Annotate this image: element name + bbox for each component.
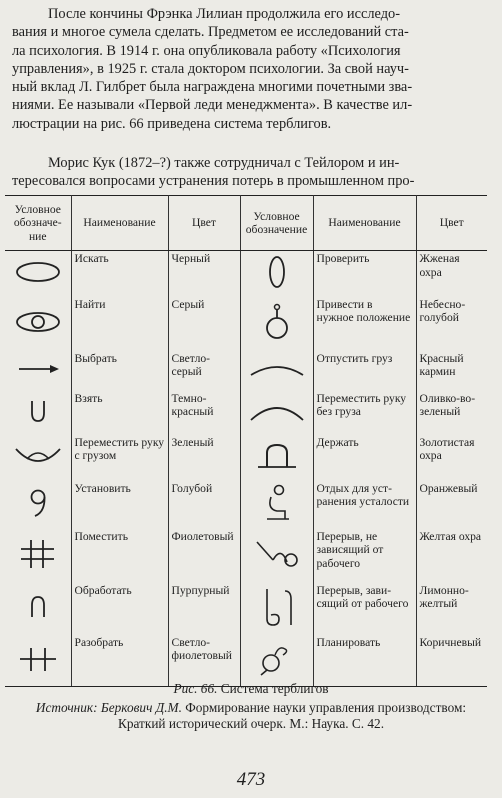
text-line: вания и многое сумела сделать. Предметом ее исследований ста-	[12, 24, 409, 41]
color-cell: Серый	[168, 297, 240, 351]
color-cell: Желтая охра	[416, 529, 487, 583]
empty-hand-arc-icon	[240, 391, 313, 435]
text-line: управления», в 1925 г. стала доктором психологии. За свой науч-	[12, 60, 409, 77]
source-note	[4, 700, 498, 732]
source-line1: Формирование науки управления производством:	[181, 700, 467, 715]
name-cell: Отпустить груз	[313, 351, 416, 391]
name-cell: Привести в нужное положение	[313, 297, 416, 351]
nine-icon	[5, 481, 71, 529]
paragraph-lilian	[12, 5, 492, 133]
paragraph-cooke	[12, 154, 492, 191]
standing-person-icon	[240, 583, 313, 635]
open-cup-icon	[5, 391, 71, 435]
name-cell: Перерыв, зависящий от рабочего	[313, 583, 416, 635]
page-number: 473	[236, 769, 266, 790]
text-line: После кончины Фрэнка Лилиан продолжила его исследо-	[48, 6, 401, 22]
text-line: тересовался вопросами устранения потерь в промышленном про-	[12, 173, 415, 190]
name-cell: Взять	[71, 391, 168, 435]
caption-label: Рис. 66.	[173, 681, 218, 696]
text-line: ниями. Ее называли «Первой леди менеджмента». В качестве ил-	[12, 97, 413, 114]
color-cell: Красный кармин	[416, 351, 487, 391]
vertical-oval-icon	[240, 251, 313, 297]
name-cell: Искать	[71, 251, 168, 297]
text-line: ла психология. В 1914 г. она опубликовала работу «Психология	[12, 42, 401, 59]
table-header-row	[5, 196, 487, 251]
color-cell: Светло-серый	[168, 351, 240, 391]
source-label: Источник	[35, 700, 94, 715]
table-row	[5, 481, 487, 529]
color-cell: Оранжевый	[416, 481, 487, 529]
name-cell: Обработать	[71, 583, 168, 635]
name-cell: Отдых для устранения усталости	[313, 481, 416, 529]
name-cell: Поместить	[71, 529, 168, 583]
double-cross-icon	[5, 635, 71, 687]
name-cell: Держать	[313, 435, 416, 481]
arrow-icon	[5, 351, 71, 391]
figure-caption	[0, 681, 502, 697]
source-line2: Краткий исторический очерк. М.: Наука. С. 42.	[117, 716, 385, 731]
table-row	[5, 297, 487, 351]
hold-magnet-icon	[240, 435, 313, 481]
text-line: люстрации на рис. 66 приведена система терблигов.	[12, 115, 332, 132]
header-color: Цвет	[416, 196, 487, 251]
header-name: Наименование	[313, 196, 416, 251]
caption-text: Система терблигов	[217, 681, 329, 696]
cap-icon	[5, 583, 71, 635]
name-cell: Переместить руку без груза	[313, 391, 416, 435]
source-author: : Беркович Д.М.	[93, 700, 182, 715]
color-cell: Оливко-во-зеленый	[416, 391, 487, 435]
name-cell: Разобрать	[71, 635, 168, 687]
color-cell: Зеленый	[168, 435, 240, 481]
text-line: Морис Кук (1872–?) также сотрудничал с Тейлором и ин-	[48, 155, 400, 171]
table-row	[5, 583, 487, 635]
loaded-hand-icon	[5, 435, 71, 481]
color-cell: Небесно-голубой	[416, 297, 487, 351]
name-cell: Планировать	[313, 635, 416, 687]
therblig-table	[5, 195, 487, 687]
color-cell: Золотистая охра	[416, 435, 487, 481]
header-symbol: Условное обозначение	[5, 196, 71, 251]
name-cell: Найти	[71, 297, 168, 351]
color-cell: Фиолетовый	[168, 529, 240, 583]
color-cell: Черный	[168, 251, 240, 297]
name-cell: Проверить	[313, 251, 416, 297]
name-cell: Установить	[71, 481, 168, 529]
seated-person-icon	[240, 481, 313, 529]
text-line: ный вклад Л. Гилбрет была награждена многими почетными зва-	[12, 79, 413, 96]
plan-icon	[240, 635, 313, 687]
color-cell: Пурпурный	[168, 583, 240, 635]
oval-icon	[5, 251, 71, 297]
oval-with-circle-icon	[5, 297, 71, 351]
table-row	[5, 529, 487, 583]
table-row	[5, 251, 487, 297]
color-cell: Лимонно-желтый	[416, 583, 487, 635]
dropped-arc-icon	[240, 351, 313, 391]
color-cell: Жженая охра	[416, 251, 487, 297]
lens-icon	[240, 297, 313, 351]
table-row	[5, 391, 487, 435]
name-cell: Выбрать	[71, 351, 168, 391]
name-cell: Перерыв, не зависящий от рабочего	[313, 529, 416, 583]
color-cell: Светло-фиолетовый	[168, 635, 240, 687]
color-cell: Голубой	[168, 481, 240, 529]
table-row	[5, 435, 487, 481]
hash-icon	[5, 529, 71, 583]
header-name: Наименование	[71, 196, 168, 251]
lying-person-icon	[240, 529, 313, 583]
color-cell: Темно-красный	[168, 391, 240, 435]
name-cell: Переместить руку с грузом	[71, 435, 168, 481]
color-cell: Коричневый	[416, 635, 487, 687]
table-row	[5, 351, 487, 391]
table-row	[5, 635, 487, 687]
header-symbol: Условное обозначение	[240, 196, 313, 251]
header-color: Цвет	[168, 196, 240, 251]
